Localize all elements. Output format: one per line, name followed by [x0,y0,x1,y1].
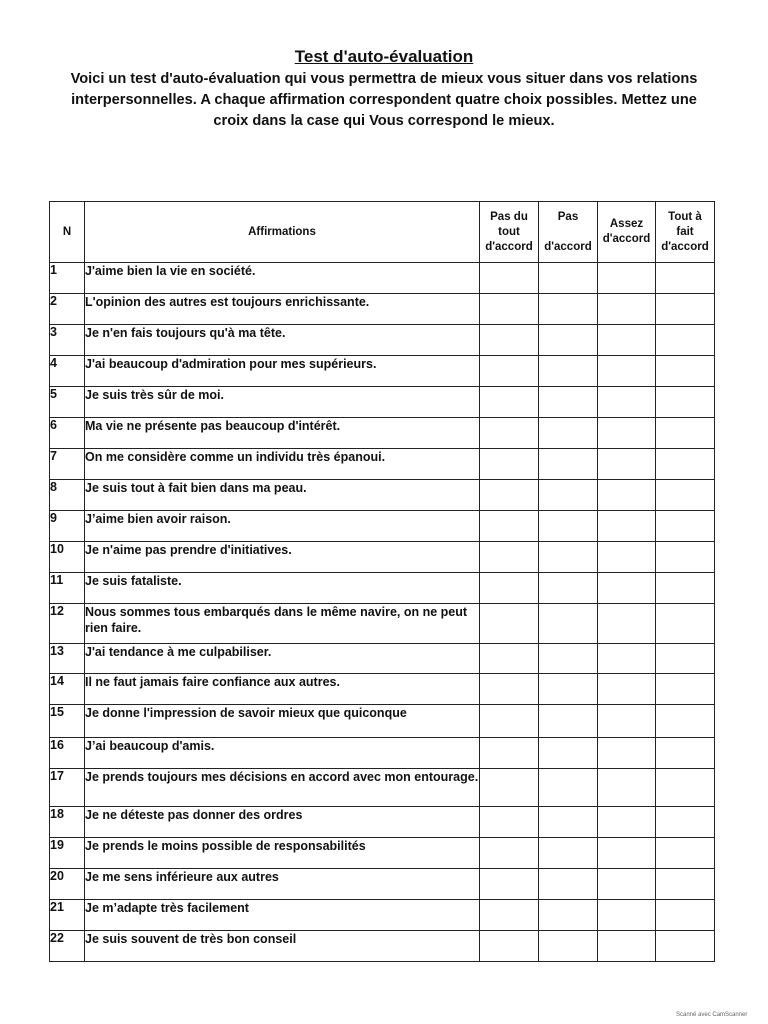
affirmation-text: J’ai beaucoup d'amis. [85,738,480,769]
table-row [50,325,715,356]
checkbox-cell-assez-daccord[interactable] [598,387,656,418]
checkbox-cell-assez-daccord[interactable] [598,449,656,480]
table-row [50,418,715,449]
table-row [50,387,715,418]
table-row [50,573,715,604]
checkbox-cell-pas-daccord[interactable] [539,838,598,869]
table-row [50,738,715,769]
checkbox-cell-pas-du-tout-daccord[interactable] [480,900,539,931]
affirmation-text: Nous sommes tous embarqués dans le même navire, on ne peut rien faire. [85,604,480,644]
row-number: 19 [50,838,85,869]
checkbox-cell-assez-daccord[interactable] [598,542,656,573]
checkbox-cell-pas-daccord[interactable] [539,900,598,931]
checkbox-cell-pas-daccord[interactable] [539,674,598,705]
checkbox-cell-pas-du-tout-daccord[interactable] [480,705,539,738]
header-affirmations: Affirmations [85,202,480,263]
checkbox-cell-tout-a-fait-daccord[interactable] [656,449,715,480]
table-row [50,705,715,738]
checkbox-cell-pas-daccord[interactable] [539,263,598,294]
checkbox-cell-assez-daccord[interactable] [598,356,656,387]
checkbox-cell-assez-daccord[interactable] [598,674,656,705]
checkbox-cell-assez-daccord[interactable] [598,604,656,644]
affirmation-text: J'ai tendance à me culpabiliser. [85,644,480,674]
affirmation-text: On me considère comme un individu très épanoui. [85,449,480,480]
row-number: 9 [50,511,85,542]
table-row [50,807,715,838]
table-row [50,644,715,674]
checkbox-cell-pas-daccord[interactable] [539,480,598,511]
checkbox-cell-assez-daccord[interactable] [598,418,656,449]
checkbox-cell-pas-daccord[interactable] [539,931,598,962]
affirmation-text: Je donne l'impression de savoir mieux que quiconque [85,705,480,738]
affirmation-text: Je n'aime pas prendre d'initiatives. [85,542,480,573]
affirmation-text: Je suis très sûr de moi. [85,387,480,418]
header-line: d'accord [544,240,592,253]
checkbox-cell-assez-daccord[interactable] [598,900,656,931]
affirmation-text: Ma vie ne présente pas beaucoup d'intérêt. [85,418,480,449]
checkbox-cell-pas-du-tout-daccord[interactable] [480,325,539,356]
table-row [50,769,715,807]
row-number: 2 [50,294,85,325]
checkbox-cell-tout-a-fait-daccord[interactable] [656,511,715,542]
table-row [50,449,715,480]
checkbox-cell-tout-a-fait-daccord[interactable] [656,604,715,644]
row-number: 3 [50,325,85,356]
checkbox-cell-tout-a-fait-daccord[interactable] [656,480,715,511]
checkbox-cell-assez-daccord[interactable] [598,705,656,738]
checkbox-cell-pas-daccord[interactable] [539,869,598,900]
checkbox-cell-pas-daccord[interactable] [539,418,598,449]
table-row [50,480,715,511]
affirmation-text: Il ne faut jamais faire confiance aux autres. [85,674,480,705]
header-line: Pas du [490,210,528,223]
row-number: 4 [50,356,85,387]
row-number: 8 [50,480,85,511]
table-row [50,263,715,294]
checkbox-cell-tout-a-fait-daccord[interactable] [656,418,715,449]
row-number: 21 [50,900,85,931]
checkbox-cell-pas-daccord[interactable] [539,294,598,325]
checkbox-cell-tout-a-fait-daccord[interactable] [656,542,715,573]
row-number: 7 [50,449,85,480]
affirmation-text: Je suis tout à fait bien dans ma peau. [85,480,480,511]
checkbox-cell-pas-du-tout-daccord[interactable] [480,807,539,838]
row-number: 12 [50,604,85,644]
row-number: 16 [50,738,85,769]
affirmation-text: L'opinion des autres est toujours enrichissante. [85,294,480,325]
checkbox-cell-pas-daccord[interactable] [539,511,598,542]
self-assessment-table [49,201,715,962]
checkbox-cell-pas-daccord[interactable] [539,449,598,480]
checkbox-cell-pas-daccord[interactable] [539,769,598,807]
checkbox-cell-assez-daccord[interactable] [598,511,656,542]
checkbox-cell-pas-du-tout-daccord[interactable] [480,931,539,962]
checkbox-cell-tout-a-fait-daccord[interactable] [656,769,715,807]
checkbox-cell-pas-daccord[interactable] [539,356,598,387]
checkbox-cell-assez-daccord[interactable] [598,294,656,325]
checkbox-cell-pas-daccord[interactable] [539,542,598,573]
checkbox-cell-pas-du-tout-daccord[interactable] [480,769,539,807]
header-line: Assez [609,218,644,230]
row-number: 10 [50,542,85,573]
header-line: d'accord [602,233,651,245]
checkbox-cell-tout-a-fait-daccord[interactable] [656,705,715,738]
checkbox-cell-pas-du-tout-daccord[interactable] [480,738,539,769]
checkbox-cell-tout-a-fait-daccord[interactable] [656,387,715,418]
row-number: 11 [50,573,85,604]
checkbox-cell-pas-du-tout-daccord[interactable] [480,356,539,387]
checkbox-cell-assez-daccord[interactable] [598,644,656,674]
checkbox-cell-tout-a-fait-daccord[interactable] [656,356,715,387]
checkbox-cell-assez-daccord[interactable] [598,838,656,869]
table-row [50,604,715,644]
checkbox-cell-assez-daccord[interactable] [598,325,656,356]
header-line: tout [498,225,520,238]
header-assez-daccord [598,202,656,263]
table-row [50,838,715,869]
table-row [50,356,715,387]
affirmation-text: J'aime bien la vie en société. [85,263,480,294]
header-n: N [50,202,85,263]
checkbox-cell-pas-du-tout-daccord[interactable] [480,869,539,900]
checkbox-cell-pas-daccord[interactable] [539,387,598,418]
header-line: d'accord [485,240,533,253]
checkbox-cell-pas-du-tout-daccord[interactable] [480,387,539,418]
affirmation-text: Je m’adapte très facilement [85,900,480,931]
checkbox-cell-assez-daccord[interactable] [598,738,656,769]
affirmation-text: Je n'en fais toujours qu'à ma tête. [85,325,480,356]
affirmation-text: Je prends le moins possible de responsabilités [85,838,480,869]
checkbox-cell-assez-daccord[interactable] [598,769,656,807]
table-row [50,900,715,931]
checkbox-cell-pas-daccord[interactable] [539,604,598,644]
header-line: Pas [557,210,579,223]
row-number: 6 [50,418,85,449]
header-line: Tout à [668,210,702,223]
row-number: 17 [50,769,85,807]
checkbox-cell-pas-du-tout-daccord[interactable] [480,294,539,325]
row-number: 13 [50,644,85,674]
checkbox-cell-tout-a-fait-daccord[interactable] [656,838,715,869]
header-line: d'accord [661,240,709,253]
affirmation-text: Je me sens inférieure aux autres [85,869,480,900]
table-row [50,931,715,962]
checkbox-cell-assez-daccord[interactable] [598,807,656,838]
checkbox-cell-assez-daccord[interactable] [598,573,656,604]
checkbox-cell-pas-daccord[interactable] [539,325,598,356]
checkbox-cell-pas-du-tout-daccord[interactable] [480,480,539,511]
header-pas-du-tout-daccord [480,202,539,263]
checkbox-cell-tout-a-fait-daccord[interactable] [656,294,715,325]
checkbox-cell-pas-du-tout-daccord[interactable] [480,604,539,644]
affirmation-text: J'ai beaucoup d'admiration pour mes supérieurs. [85,356,480,387]
table-row [50,674,715,705]
checkbox-cell-pas-du-tout-daccord[interactable] [480,449,539,480]
checkbox-cell-pas-du-tout-daccord[interactable] [480,644,539,674]
row-number: 14 [50,674,85,705]
document-title: Test d'auto-évaluation [294,47,474,66]
checkbox-cell-pas-du-tout-daccord[interactable] [480,511,539,542]
affirmation-text: Je ne déteste pas donner des ordres [85,807,480,838]
checkbox-cell-tout-a-fait-daccord[interactable] [656,807,715,838]
checkbox-cell-pas-du-tout-daccord[interactable] [480,838,539,869]
row-number: 18 [50,807,85,838]
checkbox-cell-pas-daccord[interactable] [539,644,598,674]
header-line: fait [676,225,694,238]
checkbox-cell-tout-a-fait-daccord[interactable] [656,644,715,674]
checkbox-cell-pas-daccord[interactable] [539,807,598,838]
checkbox-cell-tout-a-fait-daccord[interactable] [656,573,715,604]
row-number: 20 [50,869,85,900]
checkbox-cell-pas-du-tout-daccord[interactable] [480,418,539,449]
checkbox-cell-pas-du-tout-daccord[interactable] [480,573,539,604]
checkbox-cell-assez-daccord[interactable] [598,480,656,511]
scanner-footer: Scanné avec CamScanner [676,1012,748,1018]
checkbox-cell-tout-a-fait-daccord[interactable] [656,869,715,900]
row-number: 22 [50,931,85,962]
affirmation-text: Je suis souvent de très bon conseil [85,931,480,962]
table-row [50,869,715,900]
row-number: 15 [50,705,85,738]
checkbox-cell-tout-a-fait-daccord[interactable] [656,738,715,769]
checkbox-cell-assez-daccord[interactable] [598,263,656,294]
affirmation-text: J’aime bien avoir raison. [85,511,480,542]
checkbox-cell-pas-du-tout-daccord[interactable] [480,674,539,705]
checkbox-cell-tout-a-fait-daccord[interactable] [656,931,715,962]
checkbox-cell-tout-a-fait-daccord[interactable] [656,325,715,356]
intro-paragraph: Voici un test d'auto-évaluation qui vous permettra de mieux vous situer dans vos relations interpersonnelles. A chaque affirmation correspondent quatre choix possibles. Mettez une croix dans la case qui Vous correspond le mieux. [70,71,698,129]
table-row [50,542,715,573]
checkbox-cell-pas-daccord[interactable] [539,738,598,769]
table-header-row [50,202,715,263]
table-row [50,511,715,542]
header-line [539,225,597,240]
checkbox-cell-tout-a-fait-daccord[interactable] [656,263,715,294]
checkbox-cell-tout-a-fait-daccord[interactable] [656,674,715,705]
affirmation-text: Je suis fataliste. [85,573,480,604]
header-pas-daccord [539,202,598,263]
header-tout-a-fait-daccord [656,202,715,263]
row-number: 5 [50,387,85,418]
checkbox-cell-pas-daccord[interactable] [539,705,598,738]
checkbox-cell-pas-daccord[interactable] [539,573,598,604]
checkbox-cell-pas-du-tout-daccord[interactable] [480,263,539,294]
checkbox-cell-pas-du-tout-daccord[interactable] [480,542,539,573]
row-number: 1 [50,263,85,294]
affirmation-text: Je prends toujours mes décisions en accord avec mon entourage. [85,769,480,807]
table-row [50,294,715,325]
checkbox-cell-assez-daccord[interactable] [598,869,656,900]
checkbox-cell-tout-a-fait-daccord[interactable] [656,900,715,931]
checkbox-cell-assez-daccord[interactable] [598,931,656,962]
